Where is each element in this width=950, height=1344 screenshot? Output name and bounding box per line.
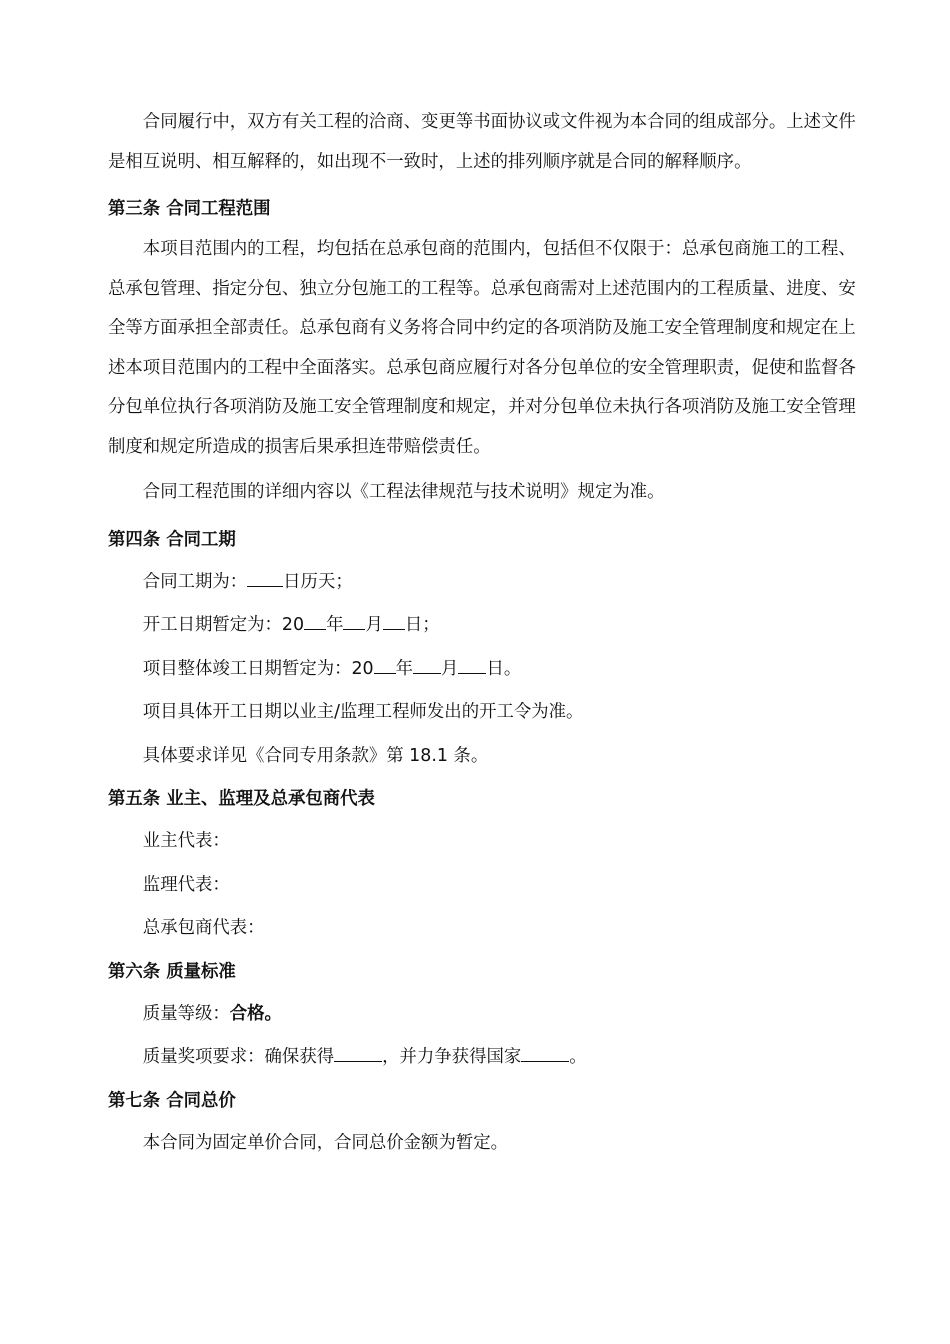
article-7-heading: 第七条 合同总价 (108, 1090, 236, 1111)
contractor-representative: 总承包商代表： (142, 918, 265, 938)
quality-grade-value: 合格。 (229, 1003, 282, 1024)
intro-paragraph: 合同履行中，双方有关工程的洽商、变更等书面协议或文件视为本合同的组成部分。上述文件是相互说明、相互解释的，如出现不一致时，上述的排列顺序就是合同的解释顺序。 (108, 112, 856, 172)
quality-grade-label: 质量等级： (142, 1003, 230, 1024)
commencement-note: 项目具体开工日期以业主/监理工程师发出的开工令为准。 (142, 702, 584, 722)
finish-month-unit: 月 (441, 658, 459, 679)
quality-award-line (108, 1036, 860, 1080)
award-middle: ，并力争获得国家 (382, 1047, 522, 1067)
finish-year-unit: 年 (395, 658, 414, 679)
award-blank-1 (334, 1045, 382, 1062)
finish-date-label: 项目整体竣工日期暂定为：20 (142, 658, 374, 679)
article-3-heading: 第三条 合同工程范围 (108, 199, 271, 219)
article-3-paragraph-2: 合同工程范围的详细内容以《工程法律规范与技术说明》规定为准。 (142, 482, 665, 502)
start-month-unit: 月 (365, 615, 383, 635)
start-day-unit: 日； (404, 615, 440, 635)
start-day-blank (383, 613, 405, 630)
finish-day-blank (458, 657, 486, 674)
award-label: 质量奖项要求：确保获得 (142, 1047, 335, 1067)
start-year-blank (304, 613, 326, 630)
article-4-heading: 第四条 合同工期 (108, 529, 236, 550)
contract-period-label: 合同工期为： (142, 571, 248, 592)
article-6-heading: 第六条 质量标准 (108, 961, 236, 982)
article-5-heading: 第五条 业主、监理及总承包商代表 (108, 789, 375, 809)
requirements-note: 具体要求详见《合同专用条款》第 18.1 条。 (142, 745, 489, 766)
finish-year-blank (374, 657, 396, 674)
supervisor-representative: 监理代表： (142, 874, 230, 895)
start-year-unit: 年 (326, 615, 344, 635)
start-date-line (108, 604, 860, 648)
contract-period-unit: 日历天； (283, 571, 353, 592)
finish-month-blank (413, 657, 441, 674)
article-7-paragraph: 本合同为固定单价合同，合同总价金额为暂定。 (142, 1132, 509, 1153)
finish-date-line (108, 648, 860, 692)
start-month-blank (343, 613, 365, 630)
period-blank (247, 570, 283, 587)
start-date-label: 开工日期暂定为：20 (142, 615, 305, 635)
finish-day-unit: 日。 (486, 658, 522, 679)
owner-representative: 业主代表： (142, 831, 230, 851)
article-3-paragraph-1: 本项目范围内的工程，均包括在总承包商的范围内，包括但不仅限于：总承包商施工的工程、总承包管理、指定分包、独立分包施工的工程等。总承包商需对上述范围内的工程质量、进度、安全等方面承担全部责任。总承包商有义务将合同中约定的各项消防及施工安全管理制度和规定在上述本项目范围内的工程中全面落实。总承包商应履行对各分包单位的安全管理职责，促使和监督各分包单位执行各项消防及施工安全管理制度和规定，并对分包单位未执行各项消防及施工安全管理制度和规定所造成的损害后果承担连带赔偿责任。 (108, 239, 856, 457)
award-blank-2 (521, 1045, 569, 1062)
document-body (108, 103, 860, 1165)
quality-grade-line (108, 993, 860, 1037)
contract-period-line (108, 561, 860, 605)
award-end: 。 (569, 1047, 587, 1067)
